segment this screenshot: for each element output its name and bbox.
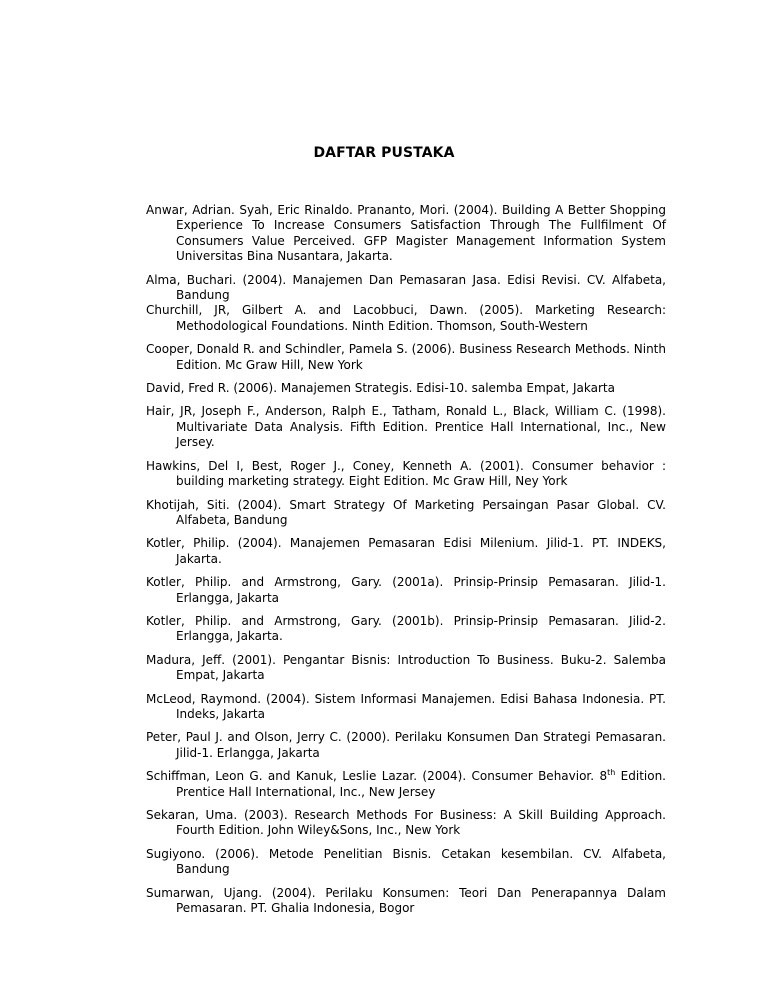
reference-entry: Madura, Jeff. (2001). Pengantar Bisnis: Introduction To Business. Buku-2. Salemba Empat, Jakarta [146, 652, 666, 683]
reference-entry: McLeod, Raymond. (2004). Sistem Informasi Manajemen. Edisi Bahasa Indonesia. PT. Indeks, Jakarta [146, 691, 666, 721]
reference-entry: Sugiyono. (2006). Metode Penelitian Bisnis. Cetakan kesembilan. CV. Alfabeta, Bandung [146, 846, 666, 877]
reference-entry: Churchill, JR, Gilbert A. and Lacobbuci, Dawn. (2005). Marketing Research: Methodological Foundations. Ninth Edition. Thomson, South-Western [146, 303, 666, 333]
reference-list [146, 203, 666, 916]
reference-text: Edition. Prentice Hall International, Inc., New Jersey [176, 769, 666, 799]
reference-entry: Kotler, Philip. and Armstrong, Gary. (2001b). Prinsip-Prinsip Pemasaran. Jilid-2. Erlangga, Jakarta. [146, 613, 666, 644]
reference-entry: Kotler, Philip. and Armstrong, Gary. (2001a). Prinsip-Prinsip Pemasaran. Jilid-1. Erlangga, Jakarta [146, 575, 666, 605]
reference-text: Schiffman, Leon G. and Kanuk, Leslie Lazar. (2004). Consumer Behavior. 8 [146, 769, 608, 784]
reference-entry-schiffman [146, 769, 666, 800]
reference-entry: Kotler, Philip. (2004). Manajemen Pemasaran Edisi Milenium. Jilid-1. PT. INDEKS, Jakarta. [146, 536, 666, 566]
reference-entry: Sekaran, Uma. (2003). Research Methods For Business: A Skill Building Approach. Fourth Edition. John Wiley&Sons, Inc., New York [146, 808, 666, 838]
reference-entry: Khotijah, Siti. (2004). Smart Strategy Of Marketing Persaingan Pasar Global. CV. Alfabeta, Bandung [146, 497, 666, 527]
reference-entry: David, Fred R. (2006). Manajemen Strategis. Edisi-10. salemba Empat, Jakarta [146, 381, 615, 396]
superscript-ordinal: th [607, 768, 616, 778]
reference-entry: Hawkins, Del I, Best, Roger J., Coney, Kenneth A. (2001). Consumer behavior : building marketing strategy. Eight Edition. Mc Graw Hill, Ney York [146, 458, 666, 489]
reference-entry: Peter, Paul J. and Olson, Jerry C. (2000). Perilaku Konsumen Dan Strategi Pemasaran. Jilid-1. Erlangga, Jakarta [146, 730, 666, 760]
reference-entry: Sumarwan, Ujang. (2004). Perilaku Konsumen: Teori Dan Penerapannya Dalam Pemasaran. PT. Ghalia Indonesia, Bogor [146, 885, 666, 916]
reference-entry: Cooper, Donald R. and Schindler, Pamela S. (2006). Business Research Methods. Ninth Edition. Mc Graw Hill, New York [146, 342, 666, 372]
reference-entry: Anwar, Adrian. Syah, Eric Rinaldo. Prananto, Mori. (2004). Building A Better Shopping Experience To Increase Consumers Satisfaction Through The Fullfilment Of Consumers Value Perceived. GFP Magister Management Information System Universitas Bina Nusantara, Jakarta. [146, 203, 666, 264]
page-title: DAFTAR PUSTAKA [313, 145, 455, 161]
reference-entry: Hair, JR, Joseph F., Anderson, Ralph E., Tatham, Ronald L., Black, William C. (1998). Multivariate Data Analysis. Fifth Edition. Prentice Hall International, Inc., New Jersey. [146, 404, 666, 450]
reference-entry: Alma, Buchari. (2004). Manajemen Dan Pemasaran Jasa. Edisi Revisi. CV. Alfabeta, Bandung [146, 272, 666, 303]
